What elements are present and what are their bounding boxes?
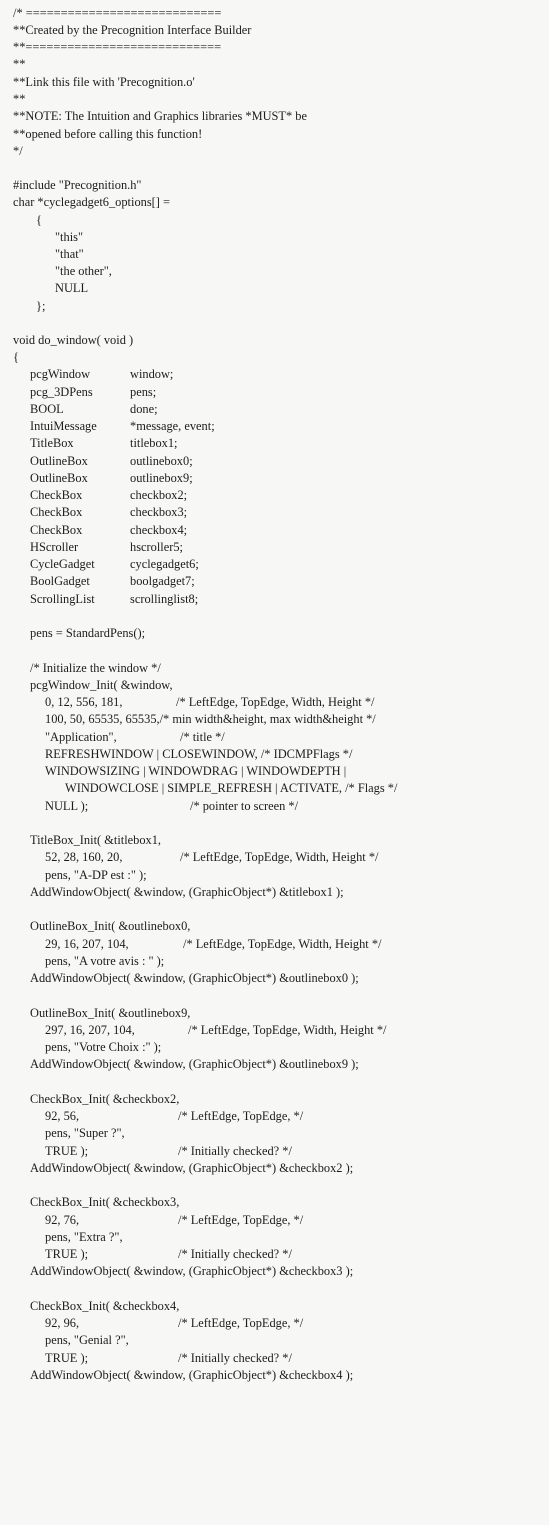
code-line (0, 694, 549, 711)
code-column: checkbox4; (130, 523, 188, 537)
code-line (0, 177, 549, 194)
code-text: ScrollingList (30, 592, 95, 606)
code-text: **Created by the Precognition Interface Builder (13, 23, 252, 37)
code-line (0, 815, 549, 832)
code-column: /* LeftEdge, TopEdge, */ (178, 1316, 304, 1330)
code-text: CheckBox_Init( &checkbox2, (30, 1092, 180, 1106)
code-column: boolgadget7; (130, 574, 195, 588)
code-line (0, 1125, 549, 1142)
code-line (0, 280, 549, 297)
code-line (0, 435, 549, 452)
code-column: /* Initially checked? */ (178, 1351, 292, 1365)
code-line (0, 642, 549, 659)
code-line (0, 1108, 549, 1125)
code-line (0, 366, 549, 383)
code-text: AddWindowObject( &window, (GraphicObject*) &outlinebox9 ); (30, 1057, 359, 1071)
code-line (0, 625, 549, 642)
code-line (0, 384, 549, 401)
code-line (0, 332, 549, 349)
code-line (0, 660, 549, 677)
code-line (0, 298, 549, 315)
code-column: titlebox1; (130, 436, 178, 450)
code-line (0, 1091, 549, 1108)
code-line (0, 918, 549, 935)
code-text: #include "Precognition.h" (13, 178, 142, 192)
code-line (0, 711, 549, 728)
code-text: 0, 12, 556, 181, (45, 695, 123, 709)
code-text: 297, 16, 207, 104, (45, 1023, 135, 1037)
code-text: AddWindowObject( &window, (GraphicObject*) &checkbox2 ); (30, 1161, 354, 1175)
code-text: pens, "Extra ?", (45, 1230, 123, 1244)
code-line (0, 573, 549, 590)
code-text: */ (13, 144, 23, 158)
code-column: /* LeftEdge, TopEdge, Width, Height */ (180, 850, 379, 864)
code-column: outlinebox9; (130, 471, 193, 485)
code-text: REFRESHWINDOW | CLOSEWINDOW, /* IDCMPFlags */ (45, 747, 353, 761)
code-line (0, 1229, 549, 1246)
code-line (0, 1350, 549, 1367)
code-line (0, 798, 549, 815)
code-text: NULL (55, 281, 89, 295)
code-line (0, 1315, 549, 1332)
code-text: "that" (55, 247, 84, 261)
code-column: *message, event; (130, 419, 215, 433)
code-text: HScroller (30, 540, 79, 554)
code-column: scrollinglist8; (130, 592, 199, 606)
code-text: 92, 96, (45, 1316, 80, 1330)
code-line (0, 143, 549, 160)
code-column: done; (130, 402, 158, 416)
code-line (0, 349, 549, 366)
code-line (0, 246, 549, 263)
code-line (0, 470, 549, 487)
code-text: OutlineBox (30, 454, 88, 468)
code-text: BoolGadget (30, 574, 90, 588)
code-column: hscroller5; (130, 540, 183, 554)
code-line (0, 1039, 549, 1056)
code-text: AddWindowObject( &window, (GraphicObject*) &checkbox3 ); (30, 1264, 354, 1278)
code-line (0, 884, 549, 901)
code-text: OutlineBox (30, 471, 88, 485)
code-text: CheckBox (30, 488, 83, 502)
code-line (0, 126, 549, 143)
code-text: pcgWindow_Init( &window, (30, 678, 173, 692)
code-column: cyclegadget6; (130, 557, 199, 571)
code-line (0, 418, 549, 435)
code-text: **NOTE: The Intuition and Graphics libraries *MUST* be (13, 109, 307, 123)
code-column: /* Initially checked? */ (178, 1247, 292, 1261)
code-line (0, 487, 549, 504)
code-text: AddWindowObject( &window, (GraphicObject*) &titlebox1 ); (30, 885, 344, 899)
code-line (0, 453, 549, 470)
code-line (0, 970, 549, 987)
code-line (0, 39, 549, 56)
code-text: pcg_3DPens (30, 385, 93, 399)
code-line (0, 1160, 549, 1177)
code-text: "Application", (45, 730, 117, 744)
code-line (0, 556, 549, 573)
code-text: ** (13, 57, 26, 71)
code-line (0, 1263, 549, 1280)
code-line (0, 56, 549, 73)
code-line (0, 229, 549, 246)
code-text: CheckBox (30, 505, 83, 519)
code-column: /* pointer to screen */ (190, 799, 299, 813)
code-text: CheckBox_Init( &checkbox4, (30, 1299, 180, 1313)
code-line (0, 832, 549, 849)
code-text: BOOL (30, 402, 64, 416)
code-text: IntuiMessage (30, 419, 97, 433)
code-line (0, 1246, 549, 1263)
code-text: ** (13, 92, 26, 106)
code-column: outlinebox0; (130, 454, 193, 468)
code-text: char *cyclegadget6_options[] = (13, 195, 170, 209)
code-column: checkbox3; (130, 505, 188, 519)
code-line (0, 1005, 549, 1022)
code-text: { (13, 350, 19, 364)
code-line (0, 539, 549, 556)
code-line (0, 608, 549, 625)
code-line (0, 194, 549, 211)
code-line (0, 1022, 549, 1039)
code-column: /* LeftEdge, TopEdge, */ (178, 1213, 304, 1227)
code-text: OutlineBox_Init( &outlinebox9, (30, 1006, 191, 1020)
code-text: TRUE ); (45, 1351, 89, 1365)
code-line (0, 108, 549, 125)
code-line (0, 936, 549, 953)
code-line (0, 901, 549, 918)
code-line (0, 746, 549, 763)
code-line (0, 849, 549, 866)
code-text: pens, "A-DP est :" ); (45, 868, 147, 882)
code-line (0, 1074, 549, 1091)
code-text: "this" (55, 230, 84, 244)
code-text: pens, "A votre avis : " ); (45, 954, 165, 968)
code-line (0, 677, 549, 694)
code-text: pens, "Votre Choix :" ); (45, 1040, 162, 1054)
code-column: window; (130, 367, 174, 381)
code-line (0, 1298, 549, 1315)
code-column: /* LeftEdge, TopEdge, Width, Height */ (188, 1023, 387, 1037)
code-line (0, 504, 549, 521)
code-line (0, 1332, 549, 1349)
code-text: TRUE ); (45, 1144, 89, 1158)
code-text: OutlineBox_Init( &outlinebox0, (30, 919, 191, 933)
code-line (0, 74, 549, 91)
code-text: 52, 28, 160, 20, (45, 850, 123, 864)
code-text: /* ============================ (13, 6, 222, 20)
code-line (0, 263, 549, 280)
code-text: CycleGadget (30, 557, 95, 571)
code-text: **opened before calling this function! (13, 127, 203, 141)
code-line (0, 401, 549, 418)
code-column: /* LeftEdge, TopEdge, */ (178, 1109, 304, 1123)
code-text: pens, "Super ?", (45, 1126, 125, 1140)
code-line (0, 987, 549, 1004)
code-line (0, 160, 549, 177)
code-line (0, 1281, 549, 1298)
code-text: void do_window( void ) (13, 333, 134, 347)
code-text: CheckBox (30, 523, 83, 537)
code-column: pens; (130, 385, 157, 399)
code-text: TitleBox_Init( &titlebox1, (30, 833, 162, 847)
code-text: **Link this file with 'Precognition.o' (13, 75, 195, 89)
code-line (0, 591, 549, 608)
code-column: /* title */ (180, 730, 225, 744)
code-line (0, 5, 549, 22)
code-line (0, 729, 549, 746)
code-column: /* LeftEdge, TopEdge, Width, Height */ (176, 695, 375, 709)
code-text: pens = StandardPens(); (30, 626, 146, 640)
code-line (0, 315, 549, 332)
code-text: TitleBox (30, 436, 74, 450)
code-text: CheckBox_Init( &checkbox3, (30, 1195, 180, 1209)
code-text: "the other", (55, 264, 112, 278)
code-text: 92, 76, (45, 1213, 80, 1227)
code-line (0, 867, 549, 884)
code-text: AddWindowObject( &window, (GraphicObject*) &checkbox4 ); (30, 1368, 354, 1382)
code-line (0, 1056, 549, 1073)
code-column: /* LeftEdge, TopEdge, Width, Height */ (183, 937, 382, 951)
code-text: 100, 50, 65535, 65535,/* min width&height, max width&height */ (45, 712, 376, 726)
code-line (0, 1194, 549, 1211)
code-line (0, 1212, 549, 1229)
code-line (0, 1143, 549, 1160)
code-line (0, 522, 549, 539)
code-text: { (36, 213, 42, 227)
code-column: /* Initially checked? */ (178, 1144, 292, 1158)
code-line (0, 763, 549, 780)
code-text: TRUE ); (45, 1247, 89, 1261)
code-text: pcgWindow (30, 367, 91, 381)
code-line (0, 22, 549, 39)
code-text: **============================ (13, 40, 222, 54)
code-text: NULL ); (45, 799, 89, 813)
code-text: /* Initialize the window */ (30, 661, 161, 675)
code-text: WINDOWCLOSE | SIMPLE_REFRESH | ACTIVATE, /* Flags */ (65, 781, 398, 795)
code-text: pens, "Genial ?", (45, 1333, 129, 1347)
code-line (0, 1367, 549, 1384)
code-line (0, 953, 549, 970)
code-line (0, 780, 549, 797)
code-text: 29, 16, 207, 104, (45, 937, 129, 951)
code-text: AddWindowObject( &window, (GraphicObject*) &outlinebox0 ); (30, 971, 359, 985)
code-column: checkbox2; (130, 488, 188, 502)
code-text: }; (36, 299, 46, 313)
code-text: WINDOWSIZING | WINDOWDRAG | WINDOWDEPTH | (45, 764, 347, 778)
code-text: 92, 56, (45, 1109, 80, 1123)
code-line (0, 212, 549, 229)
code-line (0, 91, 549, 108)
code-line (0, 1177, 549, 1194)
